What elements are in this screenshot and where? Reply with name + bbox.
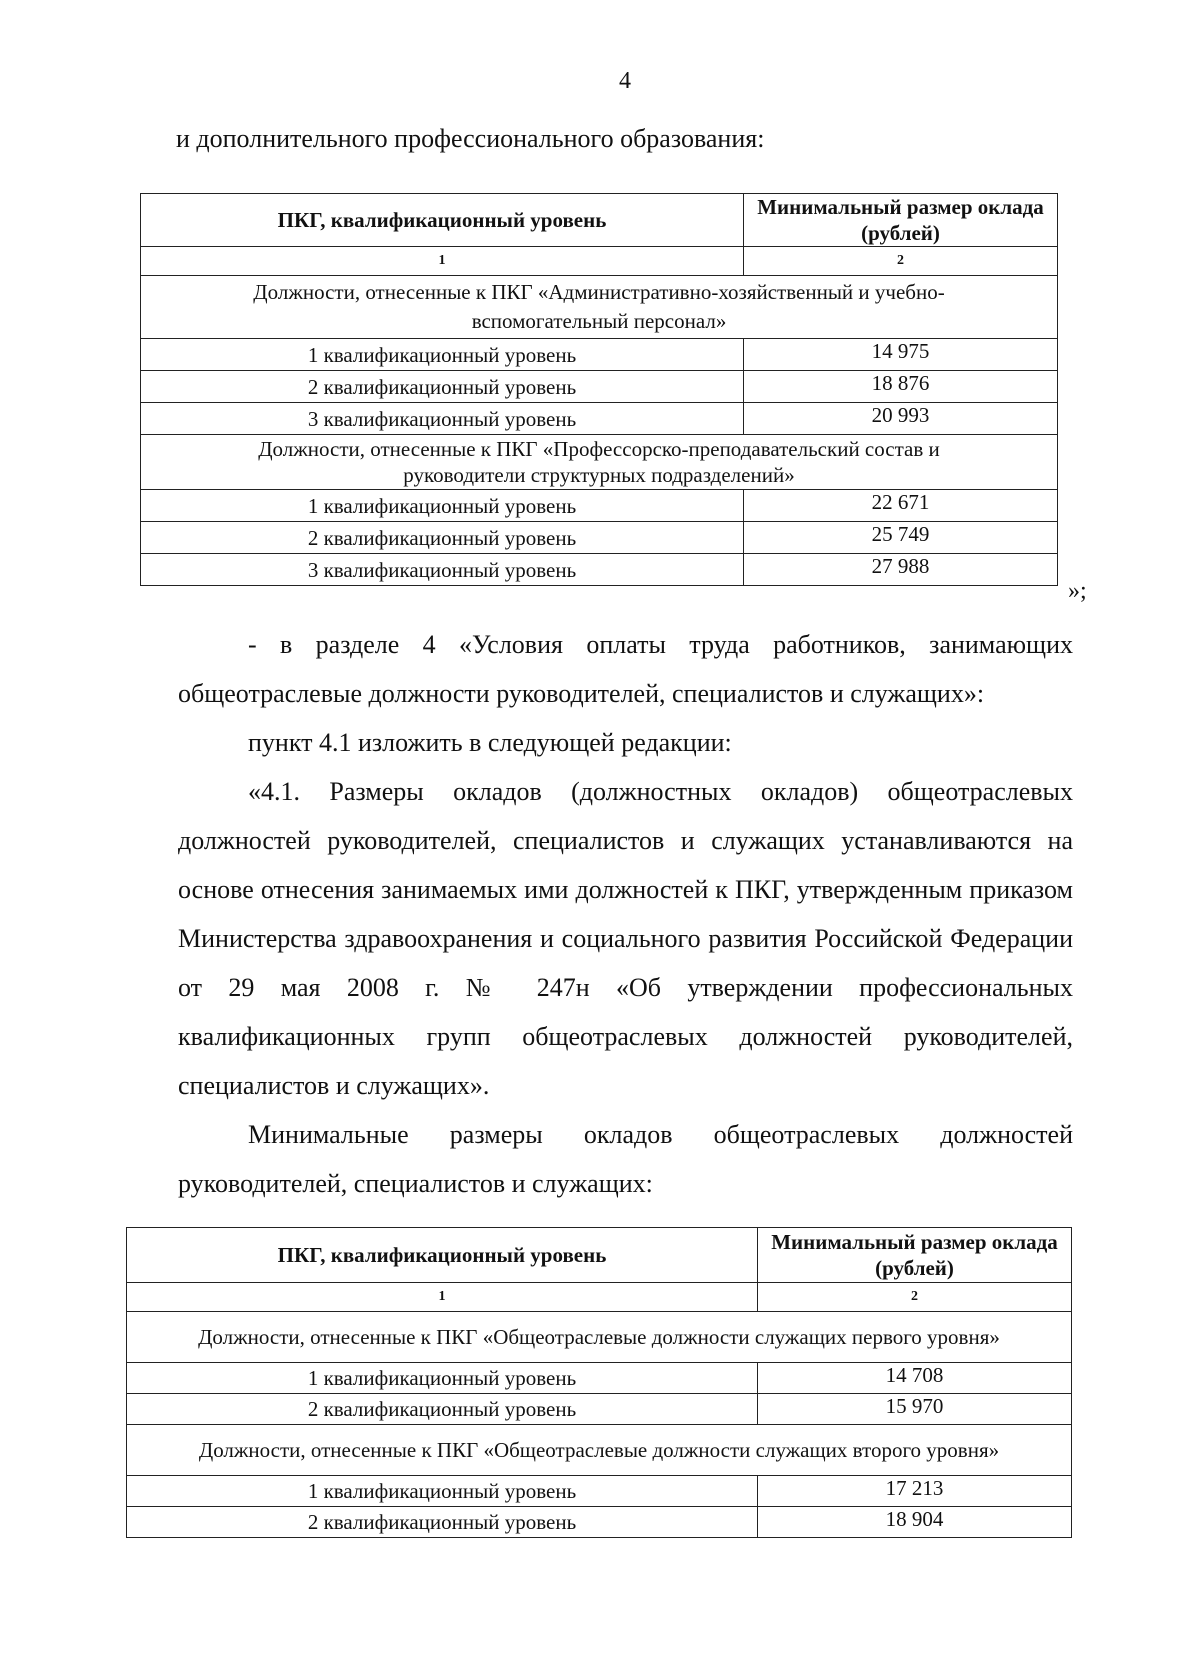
table-row — [141, 522, 1058, 554]
level-cell: 3 квалификационный уровень — [141, 403, 744, 435]
column-number-2: 2 — [744, 247, 1058, 276]
level-cell: 2 квалификационный уровень — [127, 1507, 758, 1538]
column-number-2: 2 — [758, 1283, 1072, 1312]
body-text — [178, 620, 1073, 1208]
salary-cell: 14 975 — [744, 339, 1058, 371]
intro-line: и дополнительного профессионального образования: — [176, 124, 765, 153]
level-cell: 1 квалификационный уровень — [127, 1476, 758, 1507]
column-number-row — [127, 1283, 1072, 1312]
level-cell: 2 квалификационный уровень — [127, 1394, 758, 1425]
paragraph-item-4-1-text: «4.1. Размеры окладов (должностных окладов) общеотраслевых должностей руководителей, специалистов и служащих устанавливаются на основе отнесения занимаемых ими должностей к ПКГ, утвержденным приказом Министерства здравоохранения и социального развития Российской Федерации от 29 мая 2008 г. № 247н «Об утверждении профессиональных квалификационных групп общеотраслевых должностей руководителей, специалистов и служащих». — [178, 777, 1073, 1100]
paragraph-section-4: - в разделе 4 «Условия оплаты труда работников, занимающих общеотраслевые должности руководителей, специалистов и служащих»: — [178, 630, 1073, 708]
salary-cell: 15 970 — [758, 1394, 1072, 1425]
table-row — [141, 490, 1058, 522]
header-cell-salary: Минимальный размер оклада (рублей) — [758, 1228, 1072, 1283]
level-cell: 1 квалификационный уровень — [141, 339, 744, 371]
salary-table-1 — [140, 193, 1058, 586]
group-row — [141, 276, 1058, 339]
group-title: Должности, отнесенные к ПКГ «Профессорско-преподавательский состав и руководители структурных подразделений» — [141, 435, 1058, 490]
salary-cell: 27 988 — [744, 554, 1058, 586]
group-row — [141, 435, 1058, 490]
salary-cell: 22 671 — [744, 490, 1058, 522]
group-title: Должности, отнесенные к ПКГ «Общеотраслевые должности служащих второго уровня» — [127, 1425, 1072, 1476]
paragraph-item-4-1: пункт 4.1 изложить в следующей редакции: — [248, 728, 732, 757]
paragraph-minimum-salaries: Минимальные размеры окладов общеотраслевых должностей руководителей, специалистов и служащих: — [178, 1120, 1073, 1198]
group-title: Должности, отнесенные к ПКГ «Административно-хозяйственный и учебно-вспомогательный персонал» — [141, 276, 1058, 339]
salary-cell: 18 904 — [758, 1507, 1072, 1538]
salary-cell: 25 749 — [744, 522, 1058, 554]
salary-cell: 17 213 — [758, 1476, 1072, 1507]
level-cell: 1 квалификационный уровень — [141, 490, 744, 522]
table-header-row — [141, 194, 1058, 247]
table-row — [141, 339, 1058, 371]
salary-table-2 — [126, 1227, 1072, 1538]
header-cell-qualification: ПКГ, квалификационный уровень — [127, 1228, 758, 1283]
header-cell-qualification: ПКГ, квалификационный уровень — [141, 194, 744, 247]
level-cell: 1 квалификационный уровень — [127, 1363, 758, 1394]
closing-quote-mark: »; — [1068, 578, 1087, 604]
level-cell: 3 квалификационный уровень — [141, 554, 744, 586]
salary-cell: 18 876 — [744, 371, 1058, 403]
group-row — [127, 1425, 1072, 1476]
table-row — [141, 554, 1058, 586]
column-number-1: 1 — [127, 1283, 758, 1312]
level-cell: 2 квалификационный уровень — [141, 371, 744, 403]
column-number-row — [141, 247, 1058, 276]
table-row — [127, 1507, 1072, 1538]
table-header-row — [127, 1228, 1072, 1283]
salary-cell: 14 708 — [758, 1363, 1072, 1394]
level-cell: 2 квалификационный уровень — [141, 522, 744, 554]
page-number: 4 — [619, 68, 631, 94]
salary-cell: 20 993 — [744, 403, 1058, 435]
header-cell-salary: Минимальный размер оклада (рублей) — [744, 194, 1058, 247]
table-row — [141, 371, 1058, 403]
table-row — [127, 1394, 1072, 1425]
table-row — [127, 1476, 1072, 1507]
column-number-1: 1 — [141, 247, 744, 276]
table-row — [127, 1363, 1072, 1394]
table-row — [141, 403, 1058, 435]
group-title: Должности, отнесенные к ПКГ «Общеотраслевые должности служащих первого уровня» — [127, 1312, 1072, 1363]
group-row — [127, 1312, 1072, 1363]
